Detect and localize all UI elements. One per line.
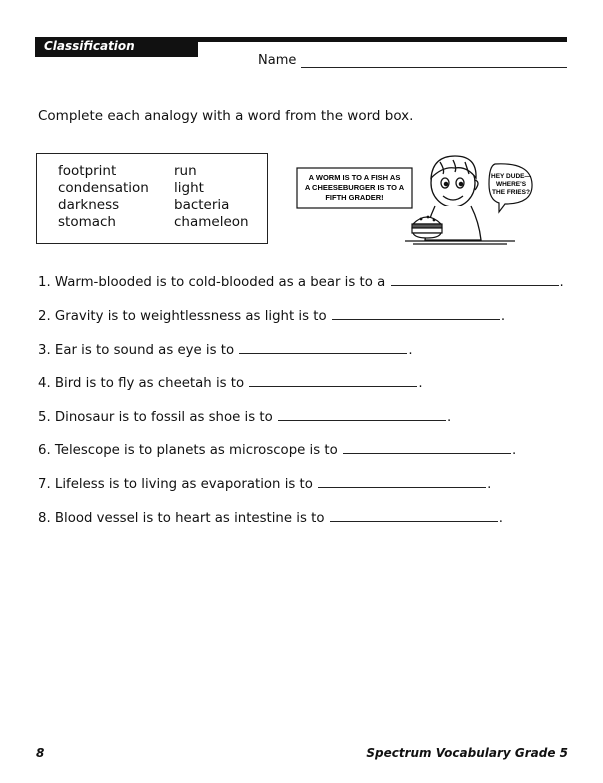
question-number: 8. — [38, 511, 51, 526]
answer-blank[interactable] — [332, 307, 500, 320]
question-text: Lifeless is to living as evaporation is to — [54, 477, 313, 492]
bubble-text-line: THE FRIES? — [492, 189, 530, 196]
question-item: 1. Warm-blooded is to cold-blooded as a bear is to a . — [38, 275, 564, 290]
question-item: 6. Telescope is to planets as microscope is to . — [38, 443, 517, 458]
question-item: 4. Bird is to fly as cheetah is to . — [38, 376, 423, 391]
instructions: Complete each analogy with a word from the word box. — [38, 108, 414, 124]
question-item: 5. Dinosaur is to fossil as shoe is to . — [38, 410, 452, 425]
question-item: 2. Gravity is to weightlessness as light is to . — [38, 309, 506, 324]
question-number: 7. — [38, 477, 51, 492]
question-number: 6. — [38, 443, 51, 458]
sign-text-line: A WORM IS TO A FISH AS — [308, 173, 401, 182]
question-number: 3. — [38, 343, 51, 358]
section-title: Classification — [44, 39, 135, 53]
question-text: Telescope is to planets as microscope is to — [54, 443, 338, 458]
word-box-item: run — [174, 163, 197, 179]
word-box-item: stomach — [58, 214, 116, 230]
question-number: 1. — [38, 275, 51, 290]
page-number: 8 — [36, 746, 45, 760]
question-item: 7. Lifeless is to living as evaporation is to . — [38, 477, 492, 492]
answer-blank[interactable] — [249, 374, 417, 387]
question-number: 2. — [38, 309, 51, 324]
word-box-item: condensation — [58, 180, 149, 196]
word-box-item: darkness — [58, 197, 120, 213]
word-box-item: bacteria — [174, 197, 230, 213]
answer-blank[interactable] — [318, 475, 486, 488]
question-item: 3. Ear is to sound as eye is to . — [38, 343, 413, 358]
book-title: Spectrum Vocabulary Grade 5 — [366, 746, 568, 760]
word-column-1 — [58, 163, 149, 231]
word-box-item: chameleon — [174, 214, 249, 230]
word-box-item: light — [174, 180, 204, 196]
answer-blank[interactable] — [239, 341, 407, 354]
word-box — [36, 153, 268, 244]
word-box-item: footprint — [58, 163, 117, 179]
question-text: Ear is to sound as eye is to — [54, 343, 235, 358]
question-number: 4. — [38, 376, 51, 391]
question-item: 8. Blood vessel is to heart as intestine is to . — [38, 511, 503, 526]
answer-blank[interactable] — [391, 273, 559, 286]
name-label: Name — [258, 53, 297, 68]
section-tag — [35, 37, 198, 57]
name-field[interactable] — [301, 67, 567, 68]
question-text: Blood vessel is to heart as intestine is to — [54, 511, 325, 526]
sign-text-line: FIFTH GRADER! — [325, 193, 384, 202]
answer-blank[interactable] — [278, 408, 446, 421]
speech-bubble — [489, 164, 532, 212]
cartoon-illustration — [295, 148, 535, 248]
question-text: Gravity is to weightlessness as light is to — [54, 309, 327, 324]
bubble-text-line: HEY DUDE— — [491, 173, 531, 180]
question-text: Warm-blooded is to cold-blooded as a bear is to a — [54, 275, 386, 290]
bubble-text-line: WHERE'S — [495, 181, 527, 188]
question-text: Dinosaur is to fossil as shoe is to — [54, 410, 273, 425]
cartoon-sign — [297, 168, 412, 208]
word-column-2 — [174, 163, 249, 231]
answer-blank[interactable] — [343, 441, 511, 454]
question-text: Bird is to fly as cheetah is to — [54, 376, 245, 391]
question-number: 5. — [38, 410, 51, 425]
sign-text-line: A CHEESEBURGER IS TO A — [304, 183, 405, 192]
answer-blank[interactable] — [330, 509, 498, 522]
